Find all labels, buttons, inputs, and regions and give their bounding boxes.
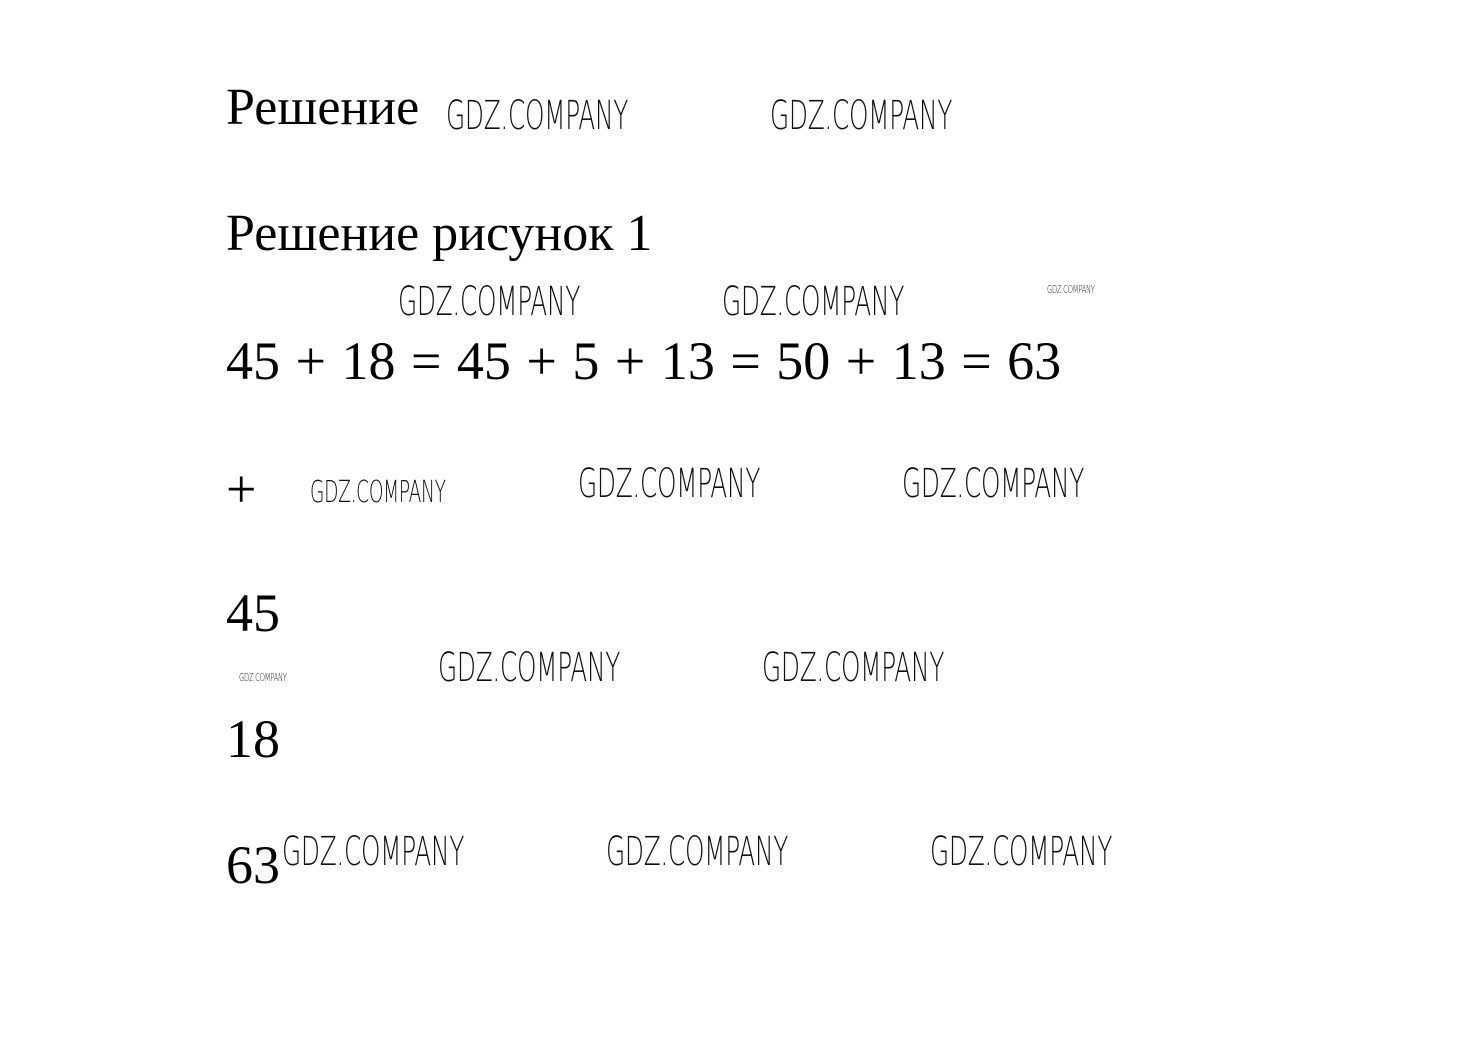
watermark: GDZ.COMPANY <box>930 829 1113 875</box>
watermark: GDZ.COMPANY <box>762 645 945 691</box>
watermark: GDZ.COMPANY <box>310 475 446 510</box>
watermark: GDZ.COMPANY <box>606 829 789 875</box>
equation-line: 45 + 18 = 45 + 5 + 13 = 50 + 13 = 63 <box>226 331 1062 391</box>
figure-solution-heading: Решение рисунок 1 <box>226 205 653 262</box>
watermark: GDZ.COMPANY <box>446 93 629 139</box>
watermark: GDZ.COMPANY <box>722 279 905 325</box>
column-sum: 63 <box>226 835 280 895</box>
watermark: GDZ.COMPANY <box>282 829 465 875</box>
watermark: GDZ.COMPANY <box>1047 283 1095 296</box>
watermark: GDZ.COMPANY <box>398 279 581 325</box>
column-addend-1: 45 <box>226 583 280 643</box>
watermark: GDZ.COMPANY <box>770 93 953 139</box>
column-addition-operator: + <box>226 459 257 519</box>
watermark: GDZ.COMPANY <box>438 645 621 691</box>
solution-heading: Решение <box>226 79 420 136</box>
watermark: GDZ.COMPANY <box>902 461 1085 507</box>
column-addend-2: 18 <box>226 709 280 769</box>
watermark: GDZ.COMPANY <box>578 461 761 507</box>
watermark: GDZ.COMPANY <box>239 671 287 684</box>
